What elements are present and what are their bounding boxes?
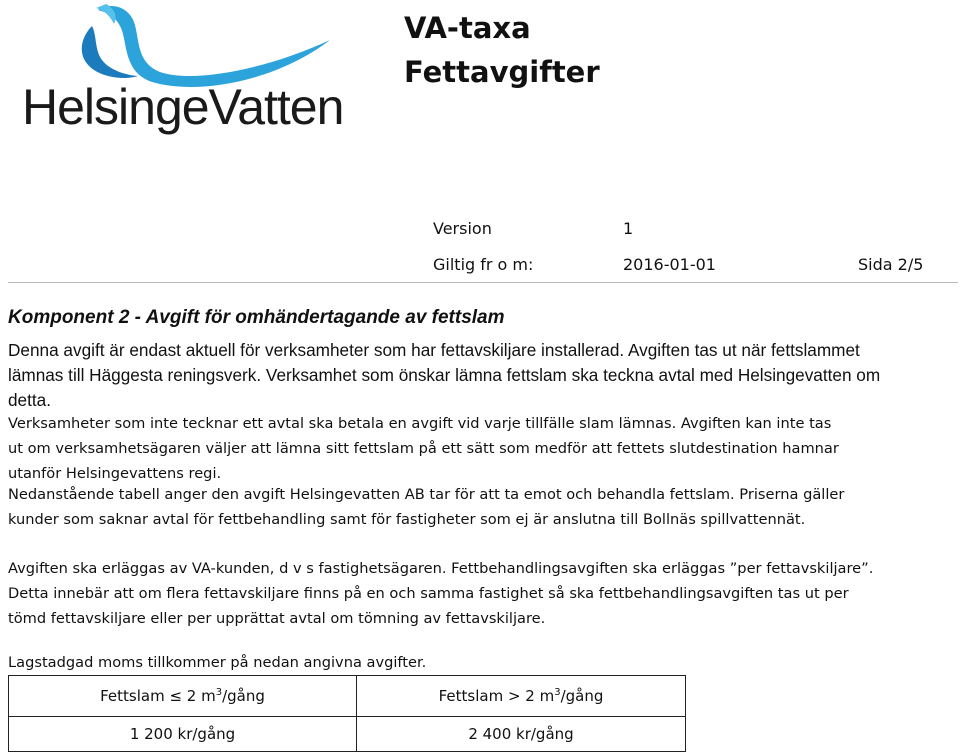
fee-table-header-large [357, 676, 686, 717]
paragraph-payment: Avgiften ska erläggas av VA-kunden, d v s fastighetsägaren. Fettbehandlingsavgiften ska erläggas ”per fettavskiljare”. Detta innebär att om flera fettavskiljare finns på en och samma fastighet så ska fettbehandlingsavgiften tas ut per tömd fettavskiljare eller per upprättat avtal om tömning av fettavskiljare. [8, 560, 874, 627]
fee-value-large: 2 400 kr/gång [357, 717, 686, 752]
title-line-2: Fettavgifter [404, 55, 600, 89]
version-label: Version [433, 219, 492, 238]
paragraph-vat: Lagstadgad moms tillkommer på nedan angivna avgifter. [8, 654, 427, 671]
version-value: 1 [623, 219, 634, 238]
title-line-1: VA-taxa [404, 11, 531, 45]
header-large-suffix: /gång [560, 687, 604, 705]
section-heading: Komponent 2 - Avgift för omhändertagande av fettslam [8, 307, 505, 328]
header-small-prefix: Fettslam ≤ 2 m [100, 687, 216, 705]
paragraph-no-agreement: Verksamheter som inte tecknar ett avtal ska betala en avgift vid varje tillfälle slam lämnas. Avgiften kan inte tas ut om verksamhetsägaren väljer att lämna sitt fettslam på ett sätt som medför att fettets slutdestination hamnar utanför Helsingevattens regi. [8, 415, 839, 482]
page-number: Sida 2/5 [858, 255, 924, 274]
valid-from-label: Giltig fr o m: [433, 255, 534, 274]
header-small-suffix: /gång [222, 687, 265, 705]
fee-table [8, 675, 686, 752]
header-large-prefix: Fettslam > 2 m [438, 687, 555, 705]
document-title [404, 6, 600, 94]
valid-from-value: 2016-01-01 [623, 255, 716, 274]
paragraph-table-intro: Nedanstående tabell anger den avgift Helsingevatten AB tar för att ta emot och behandla fettslam. Priserna gäller kunder som saknar avtal för fettbehandling samt för fastigheter som ej är anslutna till Bollnäs spillvattennät. [8, 486, 845, 528]
helsingevatten-logo [10, 0, 350, 150]
fee-value-small: 1 200 kr/gång [9, 717, 357, 752]
fee-table-value-row [9, 717, 686, 752]
header-divider [8, 282, 958, 283]
header-small-sup: 3 [215, 687, 223, 698]
logo-wordmark: HelsingeVatten [22, 79, 344, 135]
header-large-sup: 3 [554, 687, 561, 698]
fee-table-header-small [9, 676, 357, 717]
fee-table-header-row [9, 676, 686, 717]
paragraph-intro: Denna avgift är endast aktuell för verksamheter som har fettavskiljare installerad. Avgiften tas ut när fettslammet lämnas till Häggesta reningsverk. Verksamhet som önskar lämna fettslam ska teckna avtal med Helsingevatten om detta. [8, 340, 881, 410]
